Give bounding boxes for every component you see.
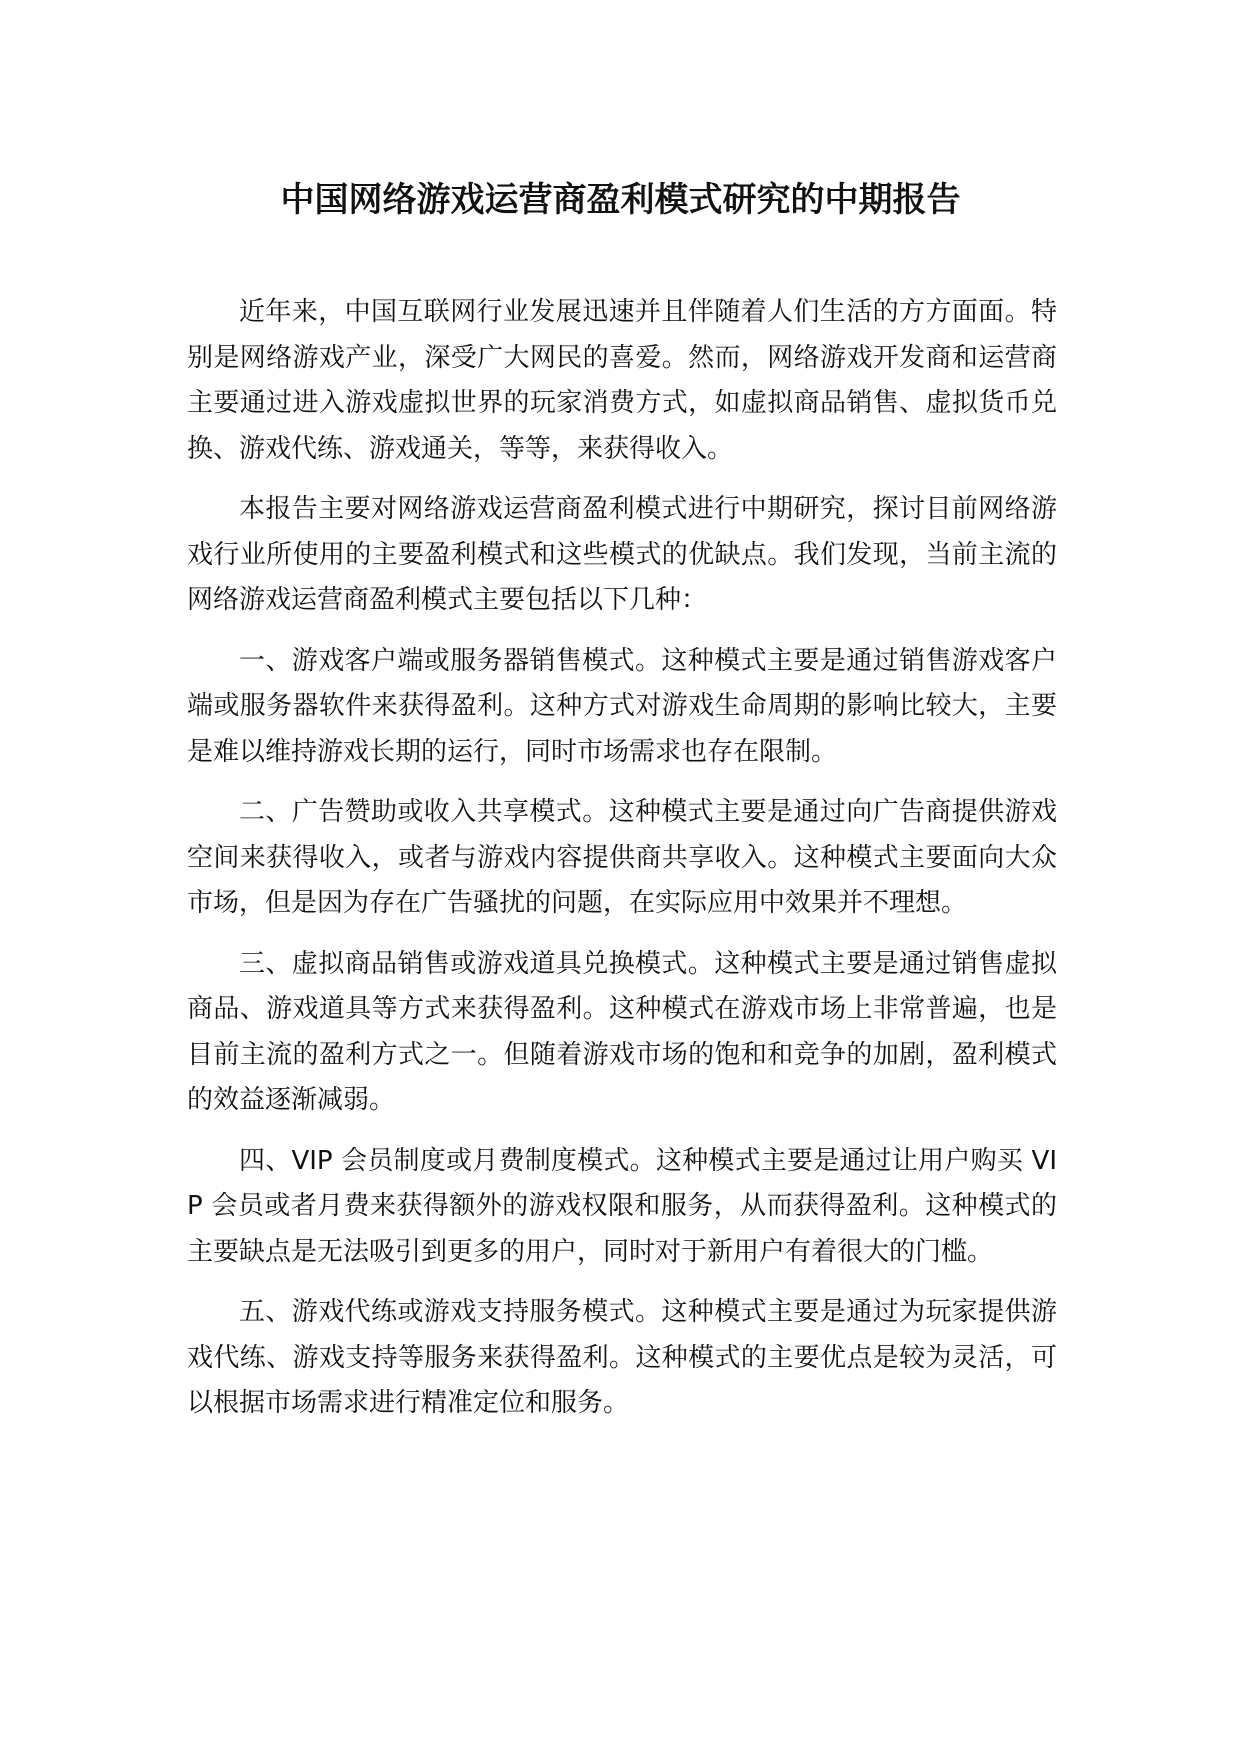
paragraph-model-3: 三、虚拟商品销售或游戏道具兑换模式。这种模式主要是通过销售虚拟商品、游戏道具等方式来获得盈利。这种模式在游戏市场上非常普遍，也是目前主流的盈利方式之一。但随着游戏市场的饱和和竞争的加剧，盈利模式的效益逐渐减弱。 (187, 948, 1057, 1115)
paragraph-intro: 近年来，中国互联网行业发展迅速并且伴随着人们生活的方方面面。特别是网络游戏产业，深受广大网民的喜爱。然而，网络游戏开发商和运营商主要通过进入游戏虚拟世界的玩家消费方式，如虚拟商品销售、虚拟货币兑换、游戏代练、游戏通关，等等，来获得收入。 (187, 297, 1057, 464)
paragraph-model-4: 四、VIP 会员制度或月费制度模式。这种模式主要是通过让用户购买 VIP 会员或者月费来获得额外的游戏权限和服务，从而获得盈利。这种模式的主要缺点是无法吸引到更多的用户，同时对于新用户有着很大的门槛。 (187, 1145, 1057, 1267)
paragraph-model-5: 五、游戏代练或游戏支持服务模式。这种模式主要是通过为玩家提供游戏代练、游戏支持等服务来获得盈利。这种模式的主要优点是较为灵活，可以根据市场需求进行精准定位和服务。 (187, 1297, 1057, 1418)
document-body (187, 290, 1057, 1442)
document-title: 中国网络游戏运营商盈利模式研究的中期报告 (280, 180, 961, 220)
paragraph-scope: 本报告主要对网络游戏运营商盈利模式进行中期研究，探讨目前网络游戏行业所使用的主要盈利模式和这些模式的优缺点。我们发现，当前主流的网络游戏运营商盈利模式主要包括以下几种： (187, 494, 1057, 615)
paragraph-model-2: 二、广告赞助或收入共享模式。这种模式主要是通过向广告商提供游戏空间来获得收入，或者与游戏内容提供商共享收入。这种模式主要面向大众市场，但是因为存在广告骚扰的问题，在实际应用中效果并不理想。 (187, 797, 1057, 918)
paragraph-model-1: 一、游戏客户端或服务器销售模式。这种模式主要是通过销售游戏客户端或服务器软件来获得盈利。这种方式对游戏生命周期的影响比较大，主要是难以维持游戏长期的运行，同时市场需求也存在限制。 (187, 645, 1057, 767)
